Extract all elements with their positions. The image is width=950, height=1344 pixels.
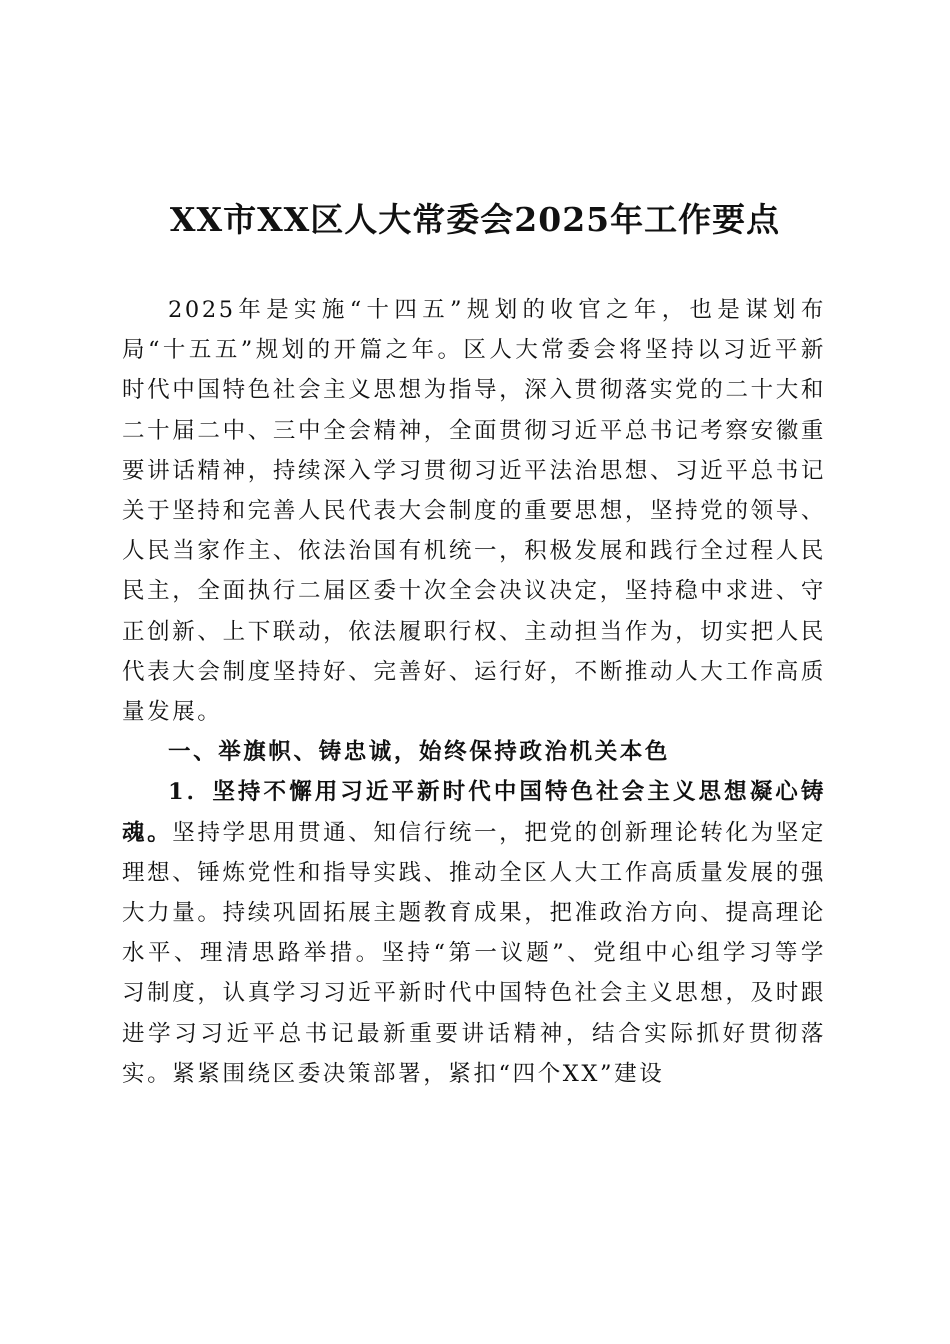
item-body: 坚持学思用贯通、知信行统一，把党的创新理论转化为坚定理想、锤炼党性和指导实践、推动全区人大工作高质量发展的强大力量。持续巩固拓展主题教育成果，把准政治方向、提高理论水平、理清思路举措。坚持“第一议题”、党组中心组学习等学习制度，认真学习习近平新时代中国特色社会主义思想，及时跟进学习习近平总书记最新重要讲话精神，结合实际抓好贯彻落实。紧紧围绕区委决策部署，紧扣“四个XX”建设 <box>122 819 826 1087</box>
item-lead: 1．坚持不懈用习近平新时代中国特色社会主义思想凝心铸魂。 <box>122 779 826 846</box>
item-paragraph <box>122 772 826 1094</box>
intro-paragraph: 2025年是实施“十四五”规划的收官之年，也是谋划布局“十五五”规划的开篇之年。区人大常委会将坚持以习近平新时代中国特色社会主义思想为指导，深入贯彻落实党的二十大和二十届二中、三中全会精神，全面贯彻习近平总书记考察安徽重要讲话精神，持续深入学习贯彻习近平法治思想、习近平总书记关于坚持和完善人民代表大会制度的重要思想，坚持党的领导、人民当家作主、依法治国有机统一，积极发展和践行全过程人民民主，全面执行二届区委十次全会决议决定，坚持稳中求进、守正创新、上下联动，依法履职行权、主动担当作为，切实把人民代表大会制度坚持好、完善好、运行好，不断推动人大工作高质量发展。 <box>122 297 826 726</box>
section-heading: 一、举旗帜、铸忠诚，始终保持政治机关本色 <box>168 739 671 766</box>
document-body <box>122 290 826 1094</box>
document-title: XX市XX区人大常委会2025年工作要点 <box>169 200 781 239</box>
